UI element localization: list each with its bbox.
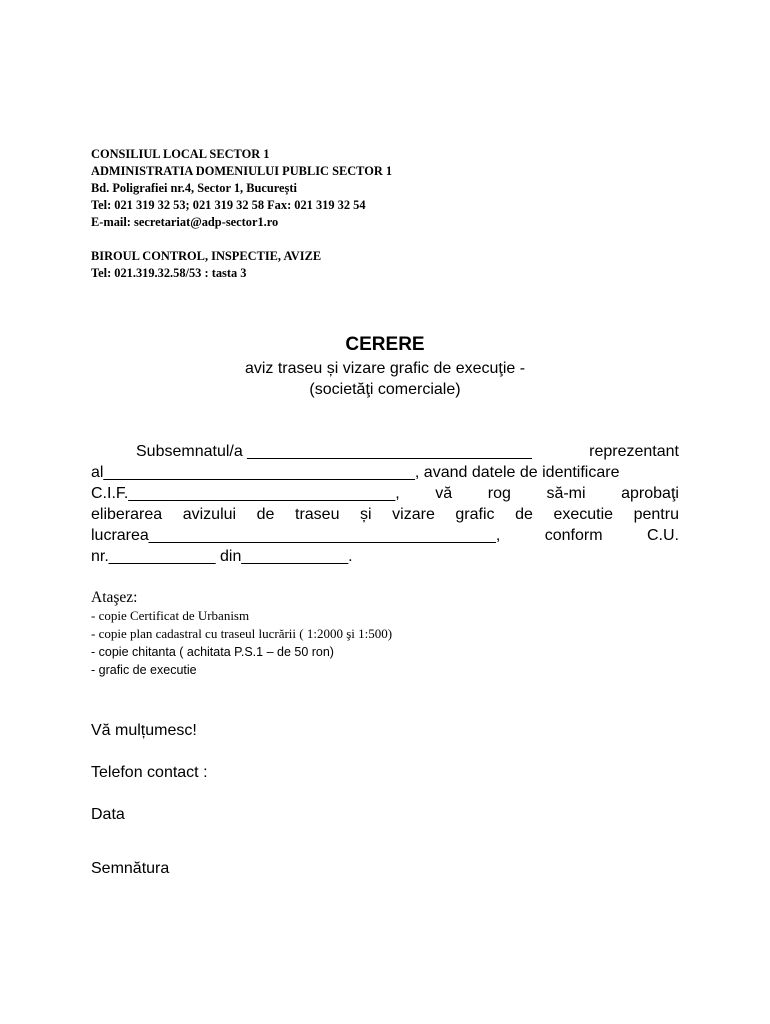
text-fragment: aprobaţi — [621, 485, 679, 502]
text-fragment: vizare — [392, 506, 435, 523]
administration-name: ADMINISTRATIA DOMENIULUI PUBLIC SECTOR 1 — [91, 164, 393, 178]
request-line-1 — [91, 441, 679, 462]
address: Bd. Poligrafiei nr.4, Sector 1, București — [91, 181, 297, 195]
request-line-4 — [91, 504, 679, 525]
text-fragment: grafic — [455, 506, 495, 523]
request-line-6 — [91, 546, 679, 567]
text-fragment: și — [360, 506, 372, 523]
company-name-field[interactable]: al___________________________________, avand datele de identificare — [91, 464, 620, 481]
attachment-item: - copie Certificat de Urbanism — [91, 608, 250, 623]
attachment-item: - copie chitanta ( achitata P.S.1 – de 50 ron) — [91, 645, 334, 659]
text-fragment: rog — [487, 485, 511, 502]
text-fragment: avizului — [182, 506, 237, 523]
attachment-item: - grafic de executie — [91, 663, 197, 677]
text-fragment: să-mi — [546, 485, 586, 502]
text-fragment: eliberarea — [91, 506, 163, 523]
work-description-field[interactable]: lucrarea_______________________________________, — [91, 527, 501, 544]
text-fragment: pentru — [633, 506, 679, 523]
signature-label[interactable]: Semnătura — [91, 860, 170, 877]
email: E-mail: secretariat@adp-sector1.ro — [91, 215, 279, 229]
council-name: CONSILIUL LOCAL SECTOR 1 — [91, 147, 270, 161]
cif-field[interactable]: C.I.F.______________________________, — [91, 485, 400, 502]
text-fragment: de — [515, 506, 533, 523]
text-fragment: conform — [544, 527, 603, 544]
office-name: BIROUL CONTROL, INSPECTIE, AVIZE — [91, 249, 322, 263]
cu-number-date-field[interactable]: nr.____________ din____________. — [91, 548, 353, 565]
document-title: CERERE — [345, 334, 425, 355]
applicant-name-field[interactable]: Subsemnatul/a ________________________________ — [136, 443, 532, 460]
attachments-list — [91, 607, 392, 679]
document-subtitle-line2: (societăţi comerciale) — [309, 381, 461, 398]
request-line-2 — [91, 462, 679, 483]
spacer — [91, 231, 691, 248]
request-line-3 — [91, 483, 679, 504]
attachments-title: Ataşez: — [91, 589, 138, 606]
date-label[interactable]: Data — [91, 806, 125, 823]
office-phone: Tel: 021.319.32.58/53 : tasta 3 — [91, 266, 247, 280]
contact-phone-label[interactable]: Telefon contact : — [91, 764, 208, 781]
institution-header — [91, 146, 691, 282]
text-fragment: de — [256, 506, 275, 523]
document-subtitle-line1: aviz traseu și vizare grafic de execuţie - — [244, 360, 526, 377]
text-fragment: vă — [435, 485, 453, 502]
text-fragment: executie — [553, 506, 614, 523]
thanks-text: Vă mulțumesc! — [91, 722, 197, 739]
attachment-item: - copie plan cadastral cu traseul lucrării ( 1:2000 şi 1:500) — [91, 626, 393, 641]
request-line-5 — [91, 525, 679, 546]
text-fragment: C.U. — [647, 527, 679, 544]
text-fragment: reprezentant — [589, 443, 679, 460]
text-fragment: traseu — [295, 506, 340, 523]
phone-fax: Tel: 021 319 32 53; 021 319 32 58 Fax: 021 319 32 54 — [91, 198, 366, 212]
